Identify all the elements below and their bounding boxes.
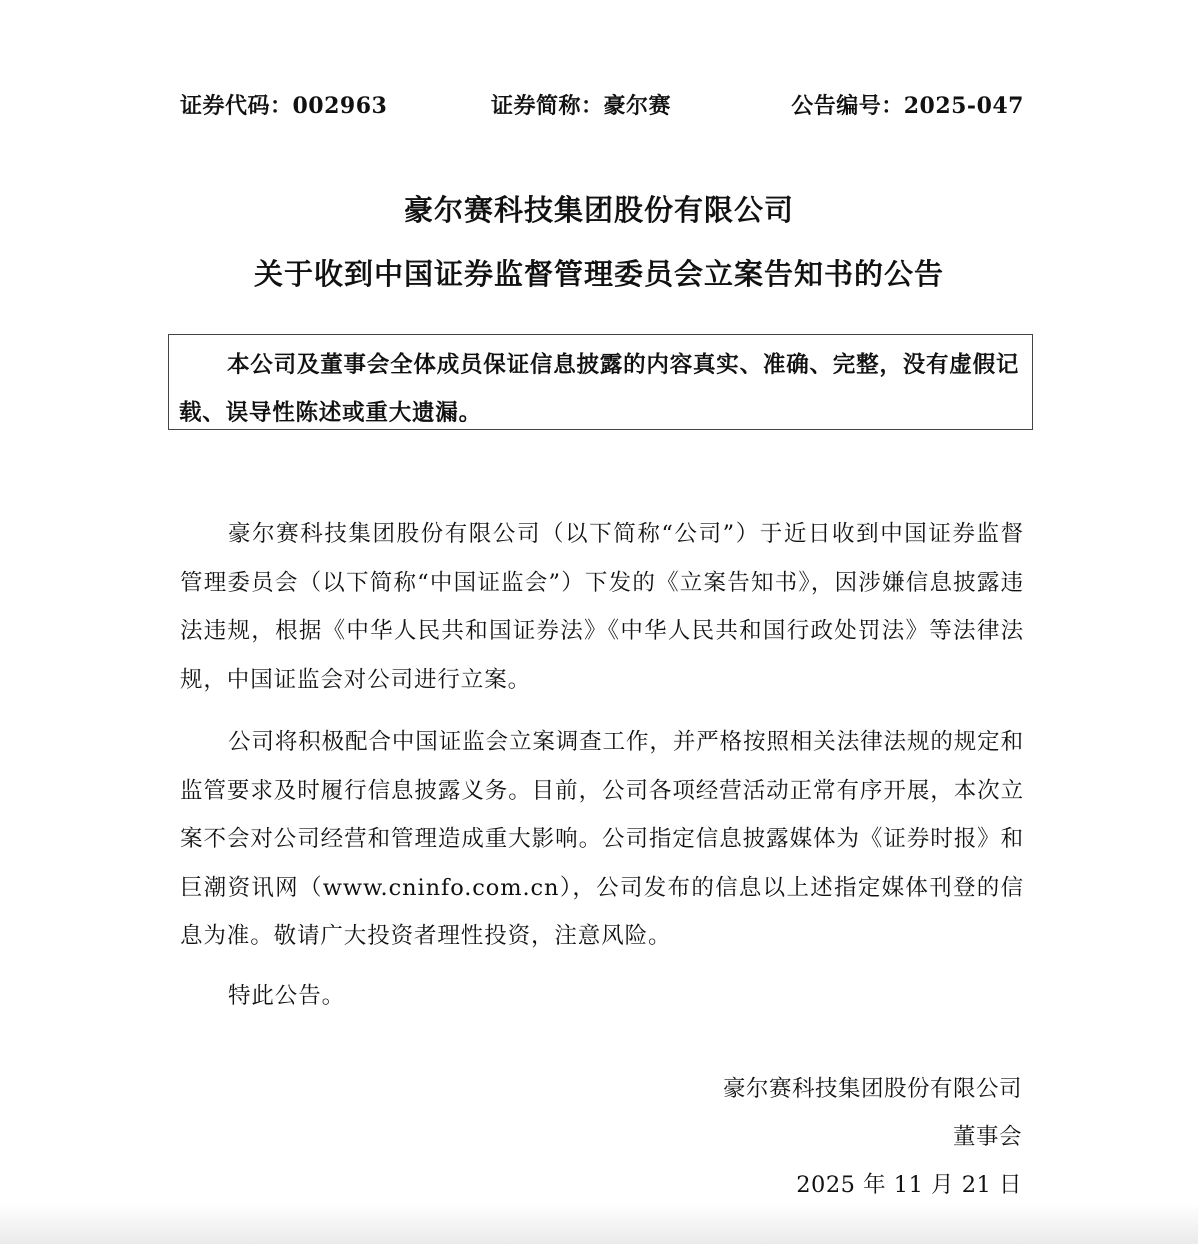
paragraph-2: 公司将积极配合中国证监会立案调查工作，并严格按照相关法律法规的规定和监管要求及时履行信息披露义务。目前，公司各项经营活动正常有序开展，本次立案不会对公司经营和管理造成重大影响。公司指定信息披露媒体为《证券时报》和巨潮资讯网（www.cninfo.com.cn），公司发布的信息以上述指定媒体刊登的信息为准。敬请广大投资者理性投资，注意风险。 xyxy=(180,729,1024,949)
company-title: 豪尔赛科技集团股份有限公司 xyxy=(403,193,794,227)
announcement-header xyxy=(180,88,1024,124)
signature-date: 2025 年 11 月 21 日 xyxy=(796,1172,1022,1198)
disclosure-statement-box xyxy=(168,334,1033,430)
stock-code: 证券代码：002963 xyxy=(180,93,388,119)
announcement-number: 公告编号：2025-047 xyxy=(791,93,1024,119)
signature-board: 董事会 xyxy=(952,1124,1022,1150)
stock-abbreviation: 证券简称：豪尔赛 xyxy=(491,93,672,119)
announcement-title: 关于收到中国证券监督管理委员会立案告知书的公告 xyxy=(253,257,944,291)
disclosure-statement: 本公司及董事会全体成员保证信息披露的内容真实、准确、完整，没有虚假记载、误导性陈述或重大遗漏。 xyxy=(179,352,1020,426)
page-bottom-shadow xyxy=(0,1204,1198,1244)
paragraph-1: 豪尔赛科技集团股份有限公司（以下简称“公司”）于近日收到中国证券监督管理委员会（以下简称“中国证监会”）下发的《立案告知书》，因涉嫌信息披露违法违规，根据《中华人民共和国证券法》《中华人民共和国行政处罚法》等法律法规，中国证监会对公司进行立案。 xyxy=(180,521,1024,693)
signature-company: 豪尔赛科技集团股份有限公司 xyxy=(722,1076,1022,1102)
closing-statement: 特此公告。 xyxy=(228,983,346,1009)
